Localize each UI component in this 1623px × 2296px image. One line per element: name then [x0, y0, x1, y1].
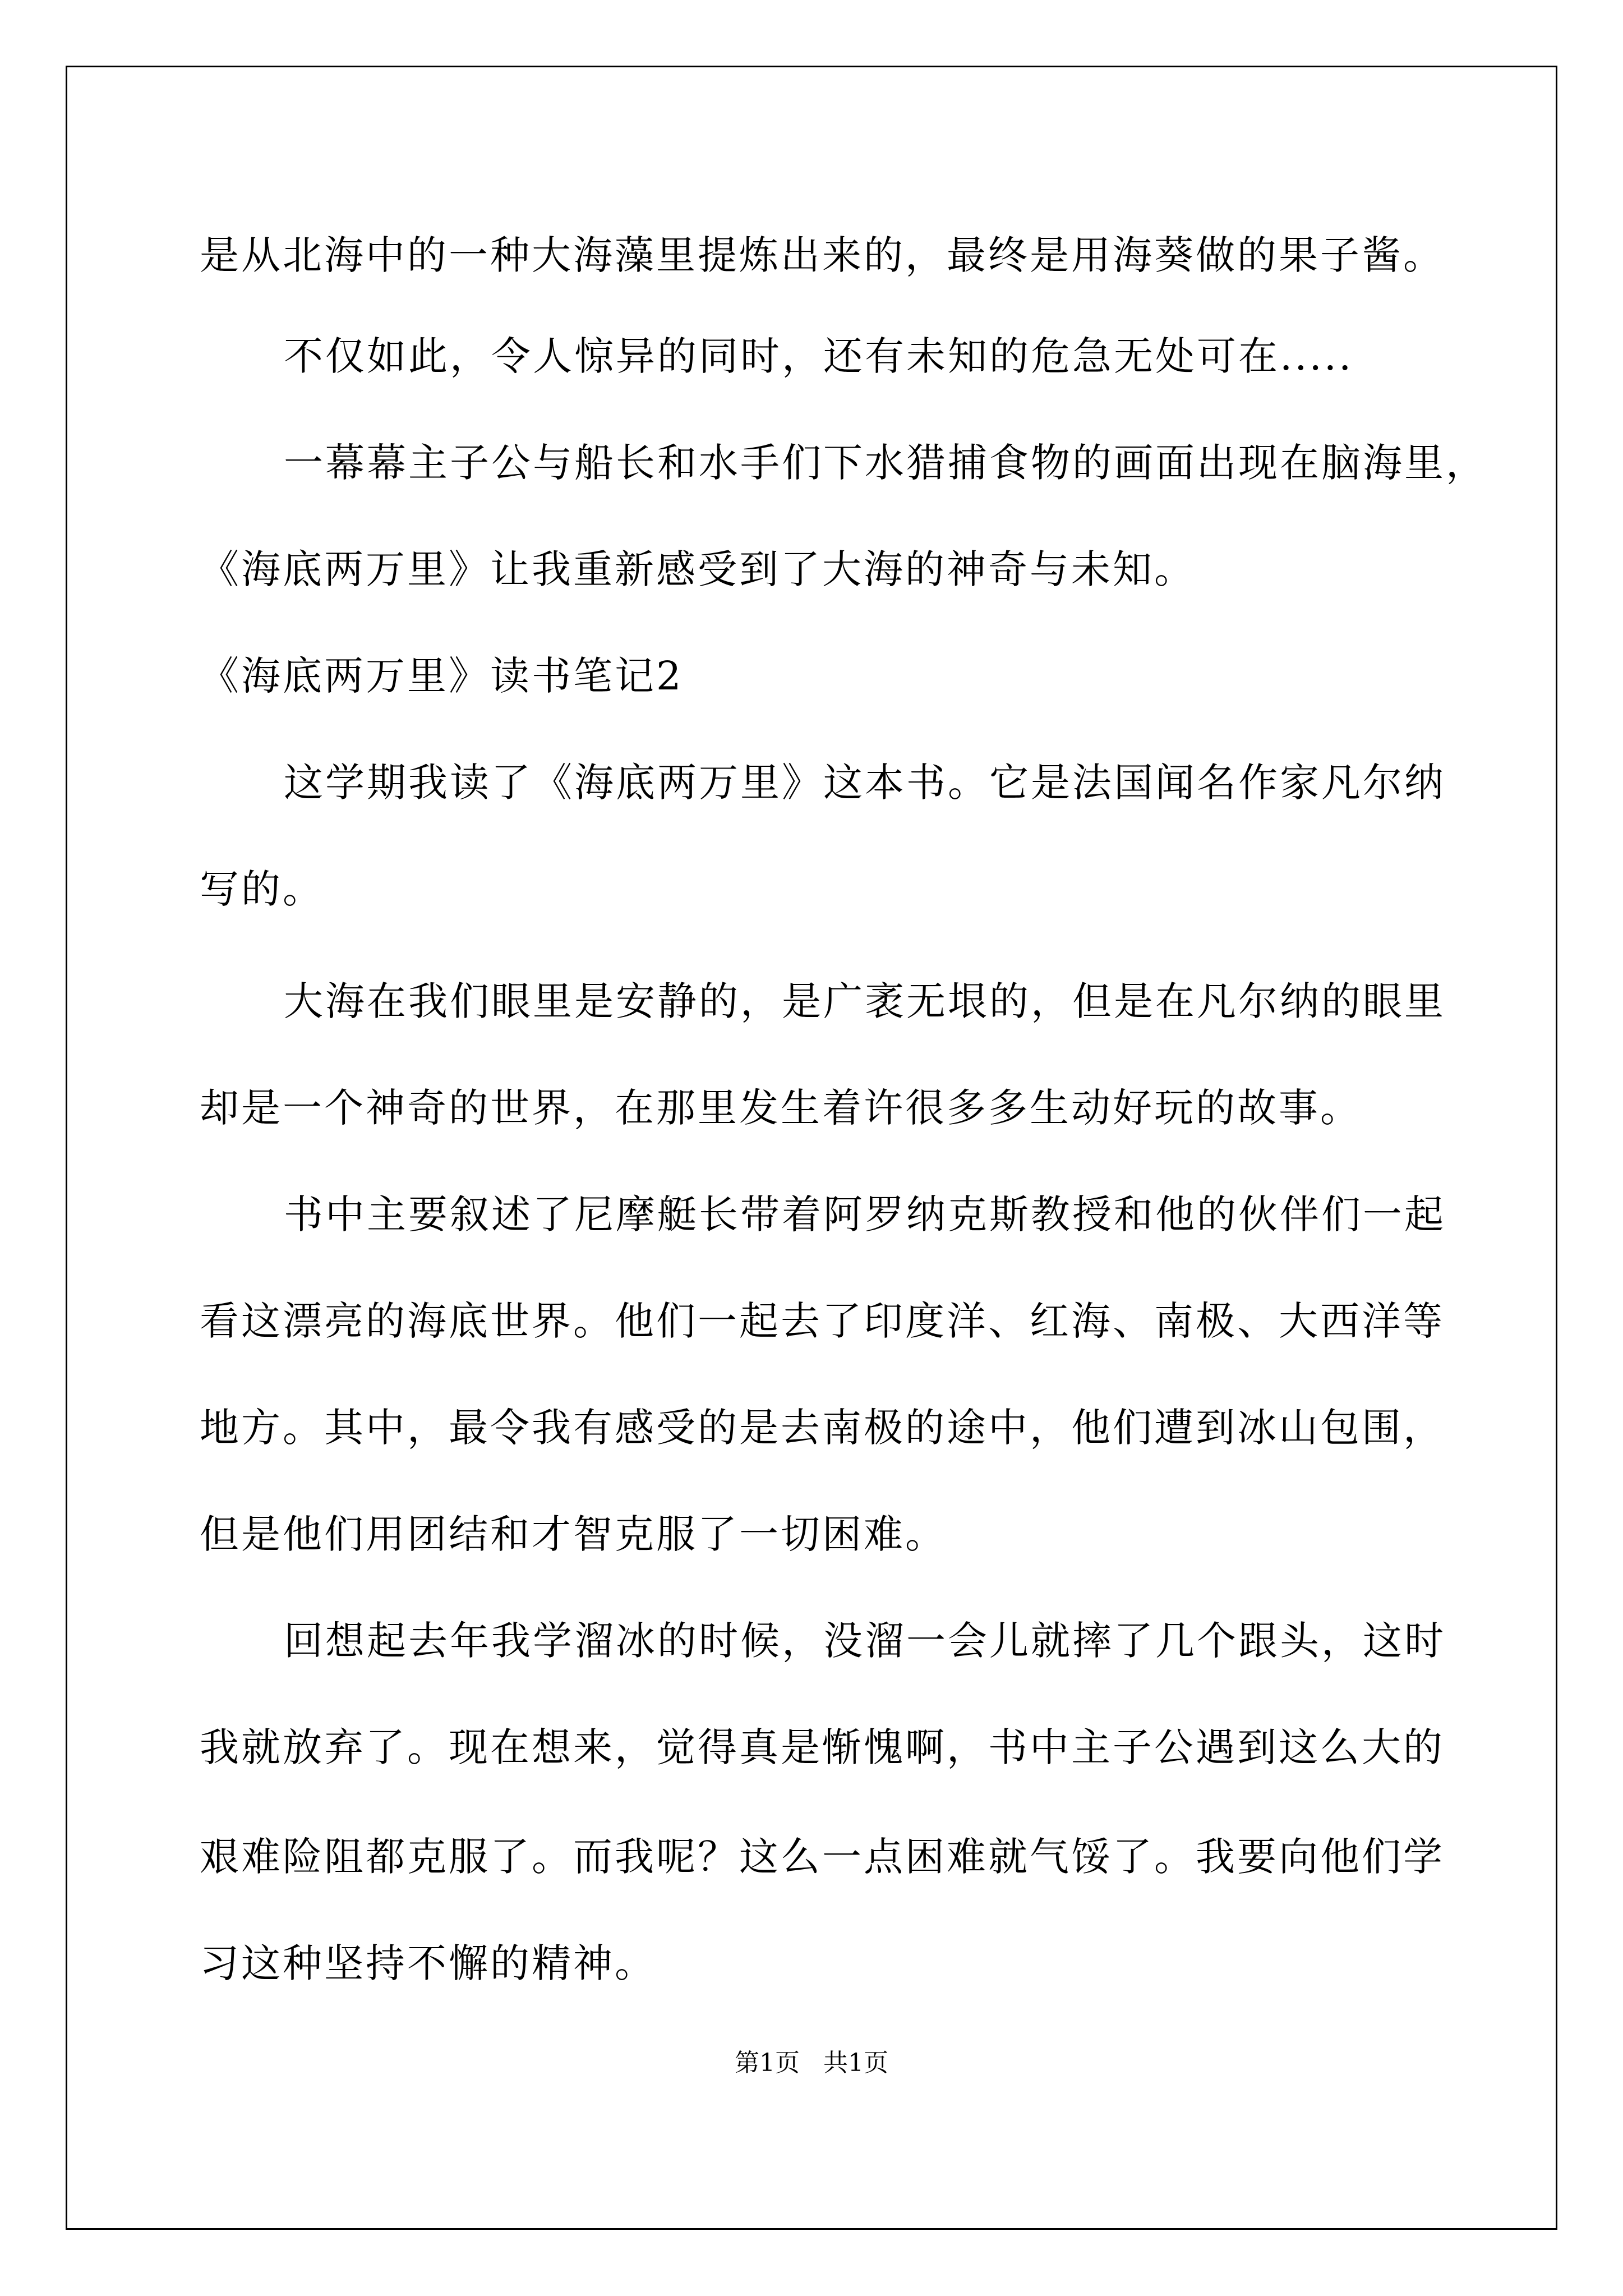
text-line: 《海底两万里》让我重新感受到了大海的神奇与未知。 [200, 546, 1196, 592]
text-line: 却是一个神奇的世界，在那里发生着许很多多生动好玩的故事。 [200, 1085, 1362, 1131]
page-border [66, 66, 1557, 2230]
text-line: 大海在我们眼里是安静的，是广袤无垠的，但是在凡尔纳的眼里 [284, 978, 1446, 1024]
text-line: 这学期我读了《海底两万里》这本书。它是法国闻名作家凡尔纳 [284, 760, 1446, 806]
text-line: 习这种坚持不懈的精神。 [200, 1940, 656, 1986]
text-line: 看这漂亮的海底世界。他们一起去了印度洋、红海、南极、大西洋等 [200, 1298, 1445, 1344]
text-line: 写的。 [200, 866, 324, 912]
page-footer: 第1页 共1页 [735, 2049, 888, 2077]
text-line: 书中主要叙述了尼摩艇长带着阿罗纳克斯教授和他的伙伴们一起 [284, 1191, 1446, 1237]
section-heading: 《海底两万里》读书笔记2 [200, 653, 684, 699]
text-line: 一幕幕主子公与船长和水手们下水猎捕食物的画面出现在脑海里， [284, 440, 1487, 486]
text-line: 是从北海中的一种大海藻里提炼出来的，最终是用海葵做的果子酱。 [200, 232, 1445, 278]
text-line: 我就放弃了。现在想来，觉得真是惭愧啊，书中主子公遇到这么大的 [200, 1724, 1445, 1770]
text-line: 回想起去年我学溜冰的时候，没溜一会儿就摔了几个跟头，这时 [284, 1618, 1446, 1664]
text-line: 但是他们用团结和才智克服了一切困难。 [200, 1511, 947, 1557]
text-line: 不仅如此，令人惊异的同时，还有未知的危急无处可在..... [284, 333, 1354, 379]
text-line: 地方。其中，最令我有感受的是去南极的途中，他们遭到冰山包围， [200, 1405, 1445, 1451]
text-line: 艰难险阻都克服了。而我呢？这么一点困难就气馁了。我要向他们学 [200, 1834, 1445, 1880]
